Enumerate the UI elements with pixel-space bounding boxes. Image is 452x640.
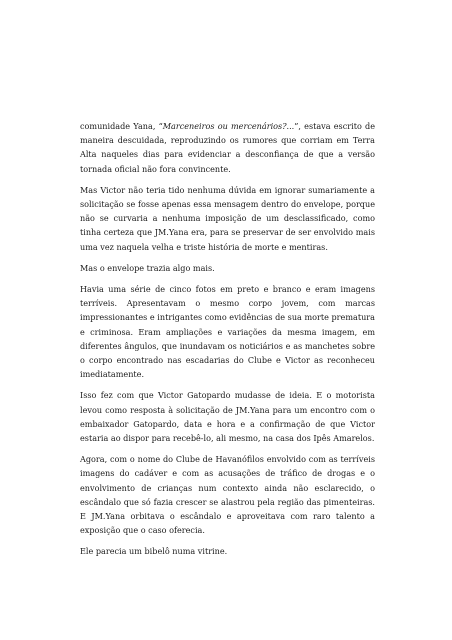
paragraph-3: Mas o envelope trazia algo mais. xyxy=(80,262,215,273)
paragraph-6: Agora, com o nome do Clube de Havanófilos envolvido com as terríveis imagens do cadáver e com as acusações de tráfico de drogas e o envolvimento de crianças num contexto ainda não esclarecido, o escândalo que só fazia crescer se alastrou pela região das pimenteiras. E JM.Yana orbitava o escândalo e aproveitava com raro talento a exposição que o caso oferecia. xyxy=(80,454,375,536)
paragraph-1-start: comunidade Yana, “ xyxy=(80,121,163,131)
paragraph-2: Mas Victor não teria tido nenhuma dúvida em ignorar sumariamente a solicitação se fosse apenas essa mensagem dentro do envelope, porque não se curvaria a nenhuma imposição de um desclassificado, como tinha certeza que JM.Yana era, para se preservar de ser envolvido mais uma vez naquela velha e triste história de morte e mentiras. xyxy=(80,184,375,252)
paragraph-1-rest: ”, estava escrito de maneira descuidada, reproduzindo os rumores que corriam em Terra Alta naqueles dias para evidenciar a desconfiança de que a versão tornada oficial não fora convincente. xyxy=(80,121,375,174)
paragraph-7: Ele parecia um bibelô numa vitrine. xyxy=(80,546,228,557)
paragraph-4: Havia uma série de cinco fotos em preto e branco e eram imagens terríveis. Apresentavam o mesmo corpo jovem, com marcas impressionantes e intrigantes como evidências de sua morte prematura e criminosa. Eram ampliações e variações da mesma imagem, em diferentes ângulos, que inundavam os noticiários e as manchetes sobre o corpo encontrado nas escadarias do Clube e Victor as reconheceu imediatamente. xyxy=(80,284,375,380)
italic-quote: Marceneiros ou mercenários?... xyxy=(162,121,295,131)
paragraph-1 xyxy=(80,119,375,176)
paragraph-5: Isso fez com que Victor Gatopardo mudasse de ideia. E o motorista levou como resposta à solicitação de JM.Yana para um encontro com o embaixador Gatopardo, data e hora e a confirmação de que Victor estaria ao dispor para recebê-lo, ali mesmo, na casa dos Ipês Amarelos. xyxy=(80,390,375,444)
body-text xyxy=(80,119,375,566)
